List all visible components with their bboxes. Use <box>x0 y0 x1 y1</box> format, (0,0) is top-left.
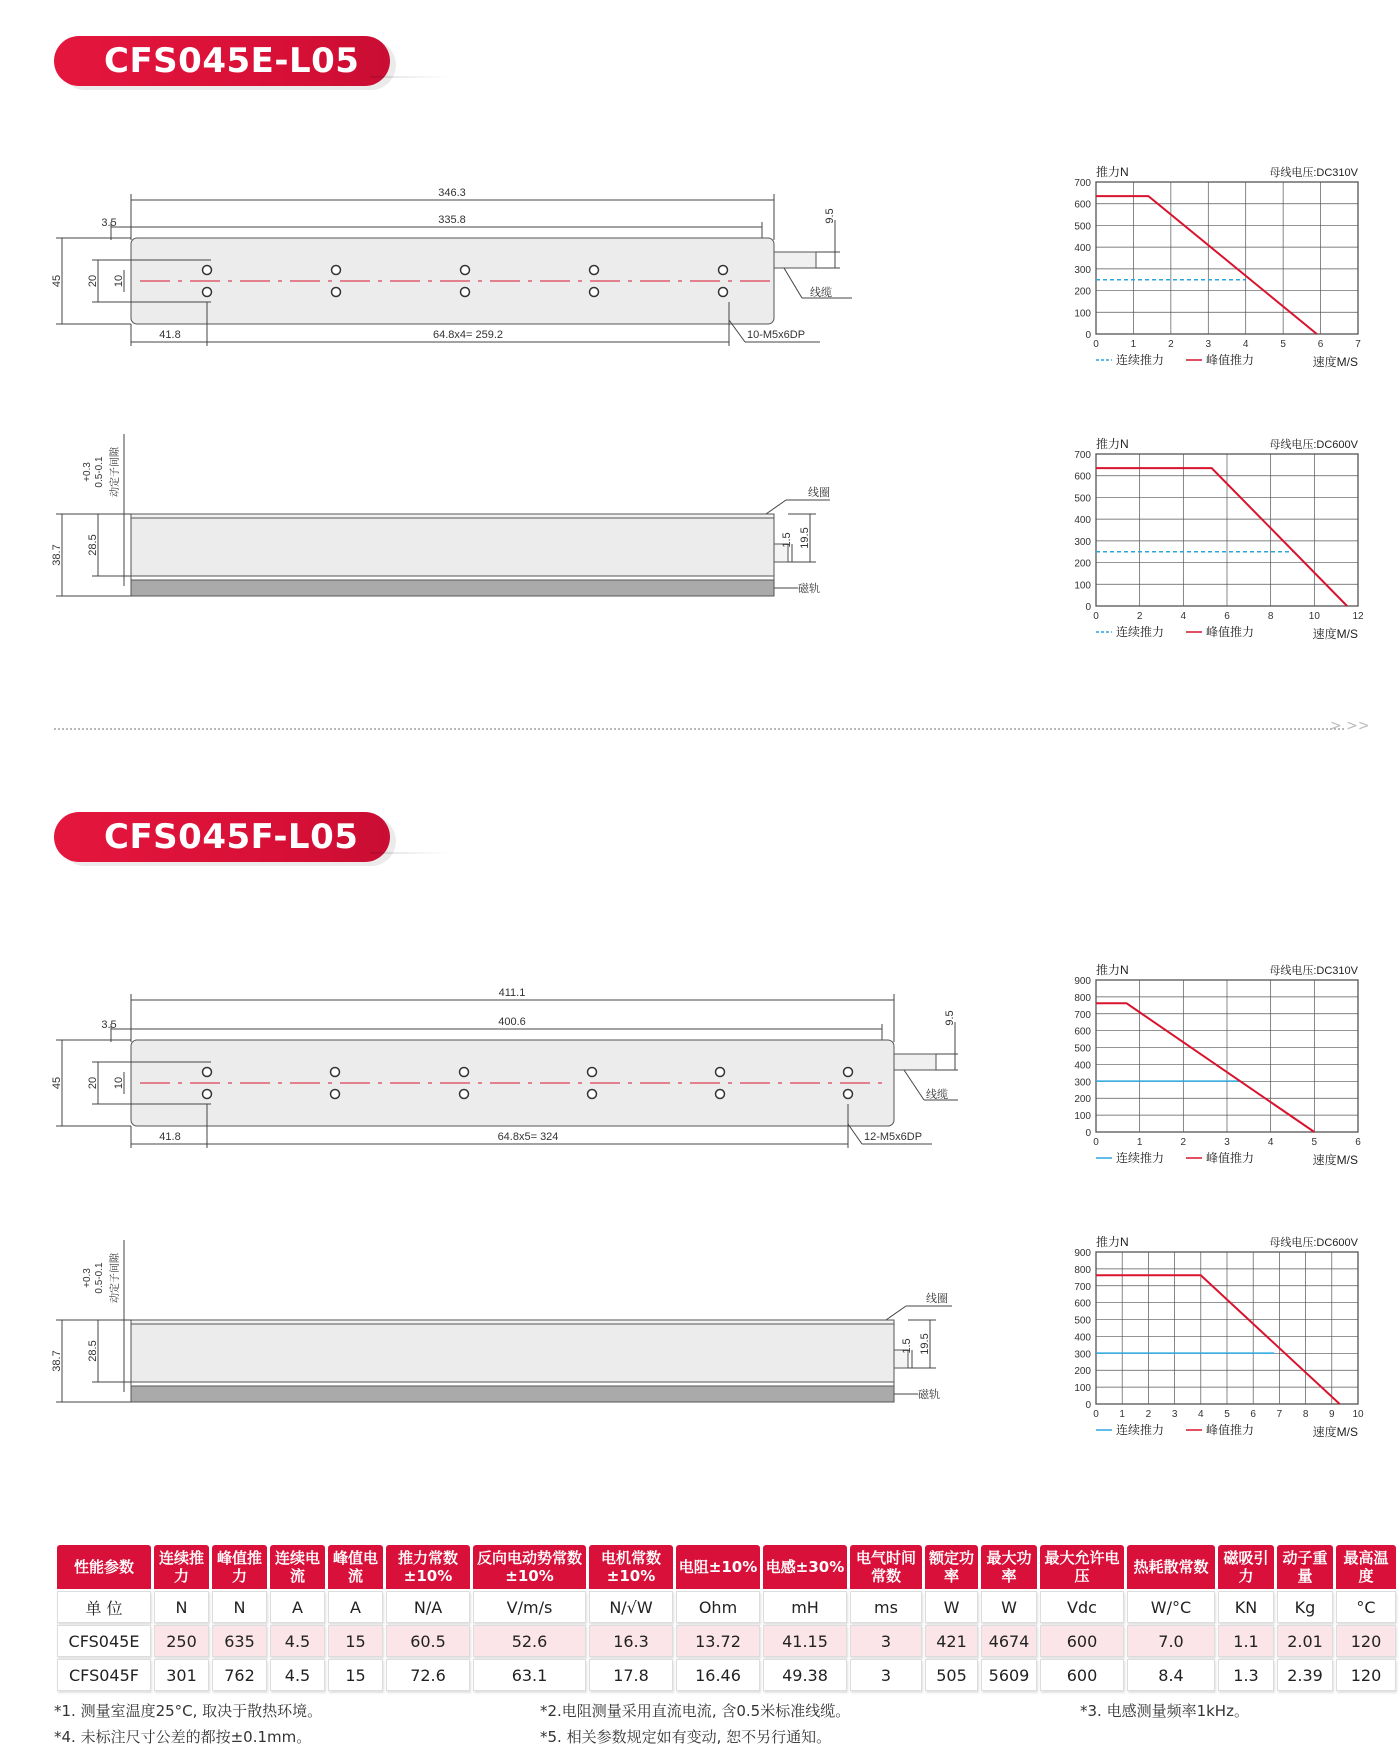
y-tick-label: 500 <box>1074 1043 1091 1055</box>
y-axis-label: 推力N <box>1096 963 1129 977</box>
legend-continuous: 连续推力 <box>1116 625 1165 639</box>
dim-cable-height: 19.5 <box>799 527 811 549</box>
dim-overall-length: 346.3 <box>438 187 466 199</box>
y-tick-label: 600 <box>1074 199 1091 211</box>
header-cell: 磁吸引力 <box>1218 1545 1274 1589</box>
model-cell: CFS045E <box>57 1625 151 1657</box>
header-cell: 动子重量 <box>1277 1545 1333 1589</box>
dim-center-gap: 10 <box>113 274 125 288</box>
unit-cell: N <box>154 1591 209 1623</box>
x-tick-label: 1 <box>1136 1137 1143 1148</box>
section-title-e: CFS045E-L05 <box>54 36 390 86</box>
dim-cable-small: 1.5 <box>901 1338 913 1354</box>
value-cell: 17.8 <box>589 1659 673 1691</box>
y-tick-label: 200 <box>1074 558 1091 570</box>
y-tick-label: 200 <box>1074 286 1091 298</box>
voltage-label: 母线电压:DC310V <box>1269 167 1358 179</box>
header-cell: 电气时间常数 <box>850 1545 922 1589</box>
top-view-drawing-f <box>40 984 960 1164</box>
dim-total-height: 38.7 <box>51 1350 63 1372</box>
rail-label: 磁轨 <box>918 1389 940 1401</box>
value-cell: 63.1 <box>473 1659 586 1691</box>
y-tick-label: 400 <box>1074 1332 1091 1344</box>
x-tick-label: 0 <box>1093 1137 1099 1148</box>
spec-table <box>54 1543 1399 1693</box>
value-cell: 600 <box>1040 1625 1124 1657</box>
gap-tolerance: +0.3 <box>82 462 93 482</box>
y-tick-label: 800 <box>1074 1264 1091 1276</box>
legend-continuous: 连续推力 <box>1116 353 1165 367</box>
y-axis-label: 推力N <box>1096 1235 1129 1249</box>
y-axis-label: 推力N <box>1096 437 1129 451</box>
gap-tolerance: +0.3 <box>82 1268 93 1288</box>
x-axis-label: 速度M/S <box>1312 627 1358 641</box>
gap-value: 0.5-0.1 <box>94 456 105 488</box>
header-cell: 峰值电流 <box>328 1545 383 1589</box>
header-cell: 推力常数±10% <box>386 1545 470 1589</box>
value-cell: 16.46 <box>676 1659 760 1691</box>
legend-continuous: 连续推力 <box>1116 1423 1165 1437</box>
value-cell: 3 <box>850 1659 922 1691</box>
y-tick-label: 300 <box>1074 536 1091 548</box>
dim-inner-length: 335.8 <box>438 214 466 226</box>
table-row <box>57 1625 1396 1657</box>
value-cell: 7.0 <box>1127 1625 1215 1657</box>
legend-peak: 峰值推力 <box>1206 625 1255 639</box>
y-tick-label: 500 <box>1074 493 1091 505</box>
unit-cell: Kg <box>1277 1591 1333 1623</box>
legend-continuous: 连续推力 <box>1116 1151 1165 1165</box>
x-tick-label: 9 <box>1329 1409 1335 1420</box>
footnote-3: *3. 电感测量频率1kHz。 <box>1080 1702 1249 1720</box>
footnote-5: *5. 相关参数规定如有变动, 恕不另行通知。 <box>540 1728 832 1746</box>
y-tick-label: 300 <box>1074 264 1091 276</box>
footnote-1: *1. 测量室温度25°C, 取决于散热环境。 <box>54 1702 323 1720</box>
y-tick-label: 200 <box>1074 1366 1091 1378</box>
x-axis-label: 速度M/S <box>1312 355 1358 369</box>
dim-hole-spacing: 20 <box>87 274 99 288</box>
header-cell: 电机常数±10% <box>589 1545 673 1589</box>
y-tick-label: 0 <box>1085 330 1091 341</box>
value-cell: 120 <box>1336 1625 1396 1657</box>
holes-label: 10-M5x6DP <box>747 329 806 341</box>
y-tick-label: 400 <box>1074 1060 1091 1072</box>
unit-cell: KN <box>1218 1591 1274 1623</box>
coil-label: 线圈 <box>808 487 830 499</box>
value-cell: 635 <box>212 1625 267 1657</box>
x-tick-label: 12 <box>1352 611 1364 622</box>
x-tick-label: 6 <box>1250 1409 1256 1420</box>
cable-label: 线缆 <box>810 287 832 299</box>
y-tick-label: 900 <box>1074 976 1091 987</box>
x-tick-label: 4 <box>1198 1409 1204 1420</box>
value-cell: 13.72 <box>676 1625 760 1657</box>
unit-cell: W/°C <box>1127 1591 1215 1623</box>
y-tick-label: 400 <box>1074 515 1091 527</box>
x-tick-label: 4 <box>1267 1137 1274 1148</box>
value-cell: 250 <box>154 1625 209 1657</box>
y-tick-label: 700 <box>1074 450 1091 461</box>
x-tick-label: 4 <box>1180 611 1187 622</box>
section-divider <box>54 728 1344 730</box>
y-tick-label: 600 <box>1074 1298 1091 1310</box>
y-tick-label: 700 <box>1074 178 1091 189</box>
x-tick-label: 5 <box>1224 1409 1230 1420</box>
dim-hole-pitch: 64.8x4= 259.2 <box>432 329 504 341</box>
value-cell: 49.38 <box>763 1659 847 1691</box>
x-tick-label: 2 <box>1168 339 1174 350</box>
value-cell: 72.6 <box>386 1659 470 1691</box>
value-cell: 15 <box>328 1625 383 1657</box>
air-gap-label: 动定子间隙 <box>110 1253 121 1303</box>
header-cell: 性能参数 <box>57 1545 151 1589</box>
value-cell: 2.01 <box>1277 1625 1333 1657</box>
y-tick-label: 300 <box>1074 1349 1091 1361</box>
dim-cable: 9.5 <box>824 208 836 224</box>
dim-hole-spacing: 20 <box>87 1076 99 1090</box>
y-tick-label: 0 <box>1085 602 1091 613</box>
x-tick-label: 8 <box>1302 1409 1309 1420</box>
dim-center-gap: 10 <box>113 1076 125 1090</box>
value-cell: 16.3 <box>589 1625 673 1657</box>
unit-cell: N/A <box>386 1591 470 1623</box>
value-cell: 421 <box>925 1625 978 1657</box>
unit-cell: N <box>212 1591 267 1623</box>
dim-hole-pitch: 64.8x5= 324 <box>497 1131 559 1143</box>
coil-label: 线圈 <box>926 1293 948 1305</box>
value-cell: 4674 <box>981 1625 1037 1657</box>
y-tick-label: 100 <box>1074 308 1091 320</box>
header-cell: 额定功率 <box>925 1545 978 1589</box>
y-tick-label: 100 <box>1074 1111 1091 1123</box>
x-tick-label: 7 <box>1276 1409 1283 1420</box>
gap-value: 0.5-0.1 <box>94 1262 105 1294</box>
dim-coil-height: 28.5 <box>87 1340 99 1362</box>
legend-peak: 峰值推力 <box>1206 1423 1255 1437</box>
x-tick-label: 6 <box>1317 339 1324 350</box>
y-tick-label: 500 <box>1074 1315 1091 1327</box>
y-tick-label: 400 <box>1074 243 1091 255</box>
value-cell: 4.5 <box>270 1625 325 1657</box>
x-axis-label: 速度M/S <box>1312 1153 1358 1167</box>
y-tick-label: 0 <box>1085 1400 1091 1411</box>
y-tick-label: 0 <box>1085 1128 1091 1139</box>
table-row <box>57 1659 1396 1691</box>
chart-f-600v <box>1060 1230 1370 1440</box>
side-view-drawing-e <box>40 430 870 600</box>
unit-cell: mH <box>763 1591 847 1623</box>
x-tick-label: 3 <box>1224 1137 1230 1148</box>
unit-cell: °C <box>1336 1591 1396 1623</box>
value-cell: 52.6 <box>473 1625 586 1657</box>
value-cell: 3 <box>850 1625 922 1657</box>
unit-cell: V/m/s <box>473 1591 586 1623</box>
y-tick-label: 800 <box>1074 992 1091 1004</box>
header-cell: 峰值推力 <box>212 1545 267 1589</box>
legend-peak: 峰值推力 <box>1206 353 1255 367</box>
x-tick-label: 8 <box>1267 611 1274 622</box>
unit-cell: A <box>328 1591 383 1623</box>
value-cell: 1.1 <box>1218 1625 1274 1657</box>
dim-offset: 3.5 <box>101 217 117 229</box>
x-tick-label: 0 <box>1093 611 1099 622</box>
x-axis-label: 速度M/S <box>1312 1425 1358 1439</box>
plot-area <box>1096 182 1358 334</box>
value-cell: 2.39 <box>1277 1659 1333 1691</box>
y-tick-label: 700 <box>1074 1009 1091 1021</box>
y-tick-label: 600 <box>1074 1026 1091 1038</box>
x-tick-label: 6 <box>1224 611 1230 622</box>
section-title-f: CFS045F-L05 <box>54 812 390 862</box>
dim-coil-height: 28.5 <box>87 534 99 556</box>
value-cell: 1.3 <box>1218 1659 1274 1691</box>
unit-cell: W <box>925 1591 978 1623</box>
unit-cell: ms <box>850 1591 922 1623</box>
dim-cable: 9.5 <box>944 1010 956 1026</box>
value-cell: 4.5 <box>270 1659 325 1691</box>
y-tick-label: 500 <box>1074 221 1091 233</box>
footnote-4: *4. 未标注尺寸公差的都按±0.1mm。 <box>54 1728 312 1746</box>
dim-height: 45 <box>51 1076 63 1090</box>
value-cell: 41.15 <box>763 1625 847 1657</box>
x-tick-label: 0 <box>1093 339 1099 350</box>
x-tick-label: 2 <box>1145 1409 1152 1420</box>
cable-label: 线缆 <box>926 1089 948 1101</box>
legend-peak: 峰值推力 <box>1206 1151 1255 1165</box>
x-tick-label: 3 <box>1205 339 1212 350</box>
unit-cell: W <box>981 1591 1037 1623</box>
holes-label: 12-M5x6DP <box>864 1131 923 1143</box>
rail-label: 磁轨 <box>798 583 820 595</box>
air-gap-label: 动定子间隙 <box>110 447 121 497</box>
dim-start-offset: 41.8 <box>159 1131 181 1143</box>
x-tick-label: 3 <box>1171 1409 1178 1420</box>
y-tick-label: 200 <box>1074 1094 1091 1106</box>
x-tick-label: 0 <box>1093 1409 1099 1420</box>
side-view-drawing-f <box>40 1236 960 1406</box>
y-tick-label: 600 <box>1074 471 1091 483</box>
unit-cell: Vdc <box>1040 1591 1124 1623</box>
y-tick-label: 900 <box>1074 1248 1091 1259</box>
x-tick-label: 2 <box>1136 611 1143 622</box>
dim-offset: 3.5 <box>101 1019 117 1031</box>
header-cell: 最高温度 <box>1336 1545 1396 1589</box>
unit-cell: Ohm <box>676 1591 760 1623</box>
unit-cell: 单 位 <box>57 1591 151 1623</box>
chart-e-310v <box>1060 160 1370 370</box>
value-cell: 120 <box>1336 1659 1396 1691</box>
spec-unit-row <box>57 1591 1396 1623</box>
header-cell: 连续电流 <box>270 1545 325 1589</box>
header-cell: 电感±30% <box>763 1545 847 1589</box>
dim-overall-length: 411.1 <box>498 987 526 999</box>
dim-cable-small: 1.5 <box>781 532 793 548</box>
x-tick-label: 1 <box>1119 1409 1125 1420</box>
x-tick-label: 5 <box>1311 1137 1318 1148</box>
header-cell: 热耗散常数 <box>1127 1545 1215 1589</box>
dim-cable-height: 19.5 <box>919 1333 931 1355</box>
voltage-label: 母线电压:DC600V <box>1269 439 1358 451</box>
dim-total-height: 38.7 <box>51 544 63 566</box>
chart-e-600v <box>1060 432 1370 642</box>
dim-inner-length: 400.6 <box>498 1016 526 1028</box>
y-tick-label: 100 <box>1074 580 1091 592</box>
header-cell: 最大允许电压 <box>1040 1545 1124 1589</box>
spec-header-row <box>57 1545 1396 1589</box>
y-axis-label: 推力N <box>1096 165 1129 179</box>
header-cell: 电阻±10% <box>676 1545 760 1589</box>
value-cell: 600 <box>1040 1659 1124 1691</box>
top-view-drawing-e <box>40 180 870 360</box>
value-cell: 60.5 <box>386 1625 470 1657</box>
x-tick-label: 2 <box>1180 1137 1187 1148</box>
x-tick-label: 6 <box>1355 1137 1361 1148</box>
x-tick-label: 7 <box>1355 339 1361 350</box>
model-cell: CFS045F <box>57 1659 151 1691</box>
value-cell: 15 <box>328 1659 383 1691</box>
y-tick-label: 300 <box>1074 1077 1091 1089</box>
x-tick-label: 10 <box>1352 1409 1364 1420</box>
footnote-2: *2.电阻测量采用直流电流, 含0.5米标准线缆。 <box>540 1702 851 1720</box>
value-cell: 8.4 <box>1127 1659 1215 1691</box>
header-cell: 反向电动势常数±10% <box>473 1545 586 1589</box>
unit-cell: N/√W <box>589 1591 673 1623</box>
header-cell: 连续推力 <box>154 1545 209 1589</box>
divider-arrow-icon: > >> <box>1330 718 1370 734</box>
dim-height: 45 <box>51 274 63 288</box>
voltage-label: 母线电压:DC310V <box>1269 965 1358 977</box>
dim-start-offset: 41.8 <box>159 329 181 341</box>
voltage-label: 母线电压:DC600V <box>1269 1237 1358 1249</box>
value-cell: 5609 <box>981 1659 1037 1691</box>
x-tick-label: 10 <box>1308 611 1320 622</box>
value-cell: 301 <box>154 1659 209 1691</box>
chart-f-310v <box>1060 958 1370 1168</box>
value-cell: 762 <box>212 1659 267 1691</box>
y-tick-label: 100 <box>1074 1383 1091 1395</box>
x-tick-label: 1 <box>1130 339 1137 350</box>
header-cell: 最大功率 <box>981 1545 1037 1589</box>
y-tick-label: 700 <box>1074 1281 1091 1293</box>
x-tick-label: 4 <box>1242 339 1249 350</box>
unit-cell: A <box>270 1591 325 1623</box>
value-cell: 505 <box>925 1659 978 1691</box>
x-tick-label: 5 <box>1280 339 1286 350</box>
